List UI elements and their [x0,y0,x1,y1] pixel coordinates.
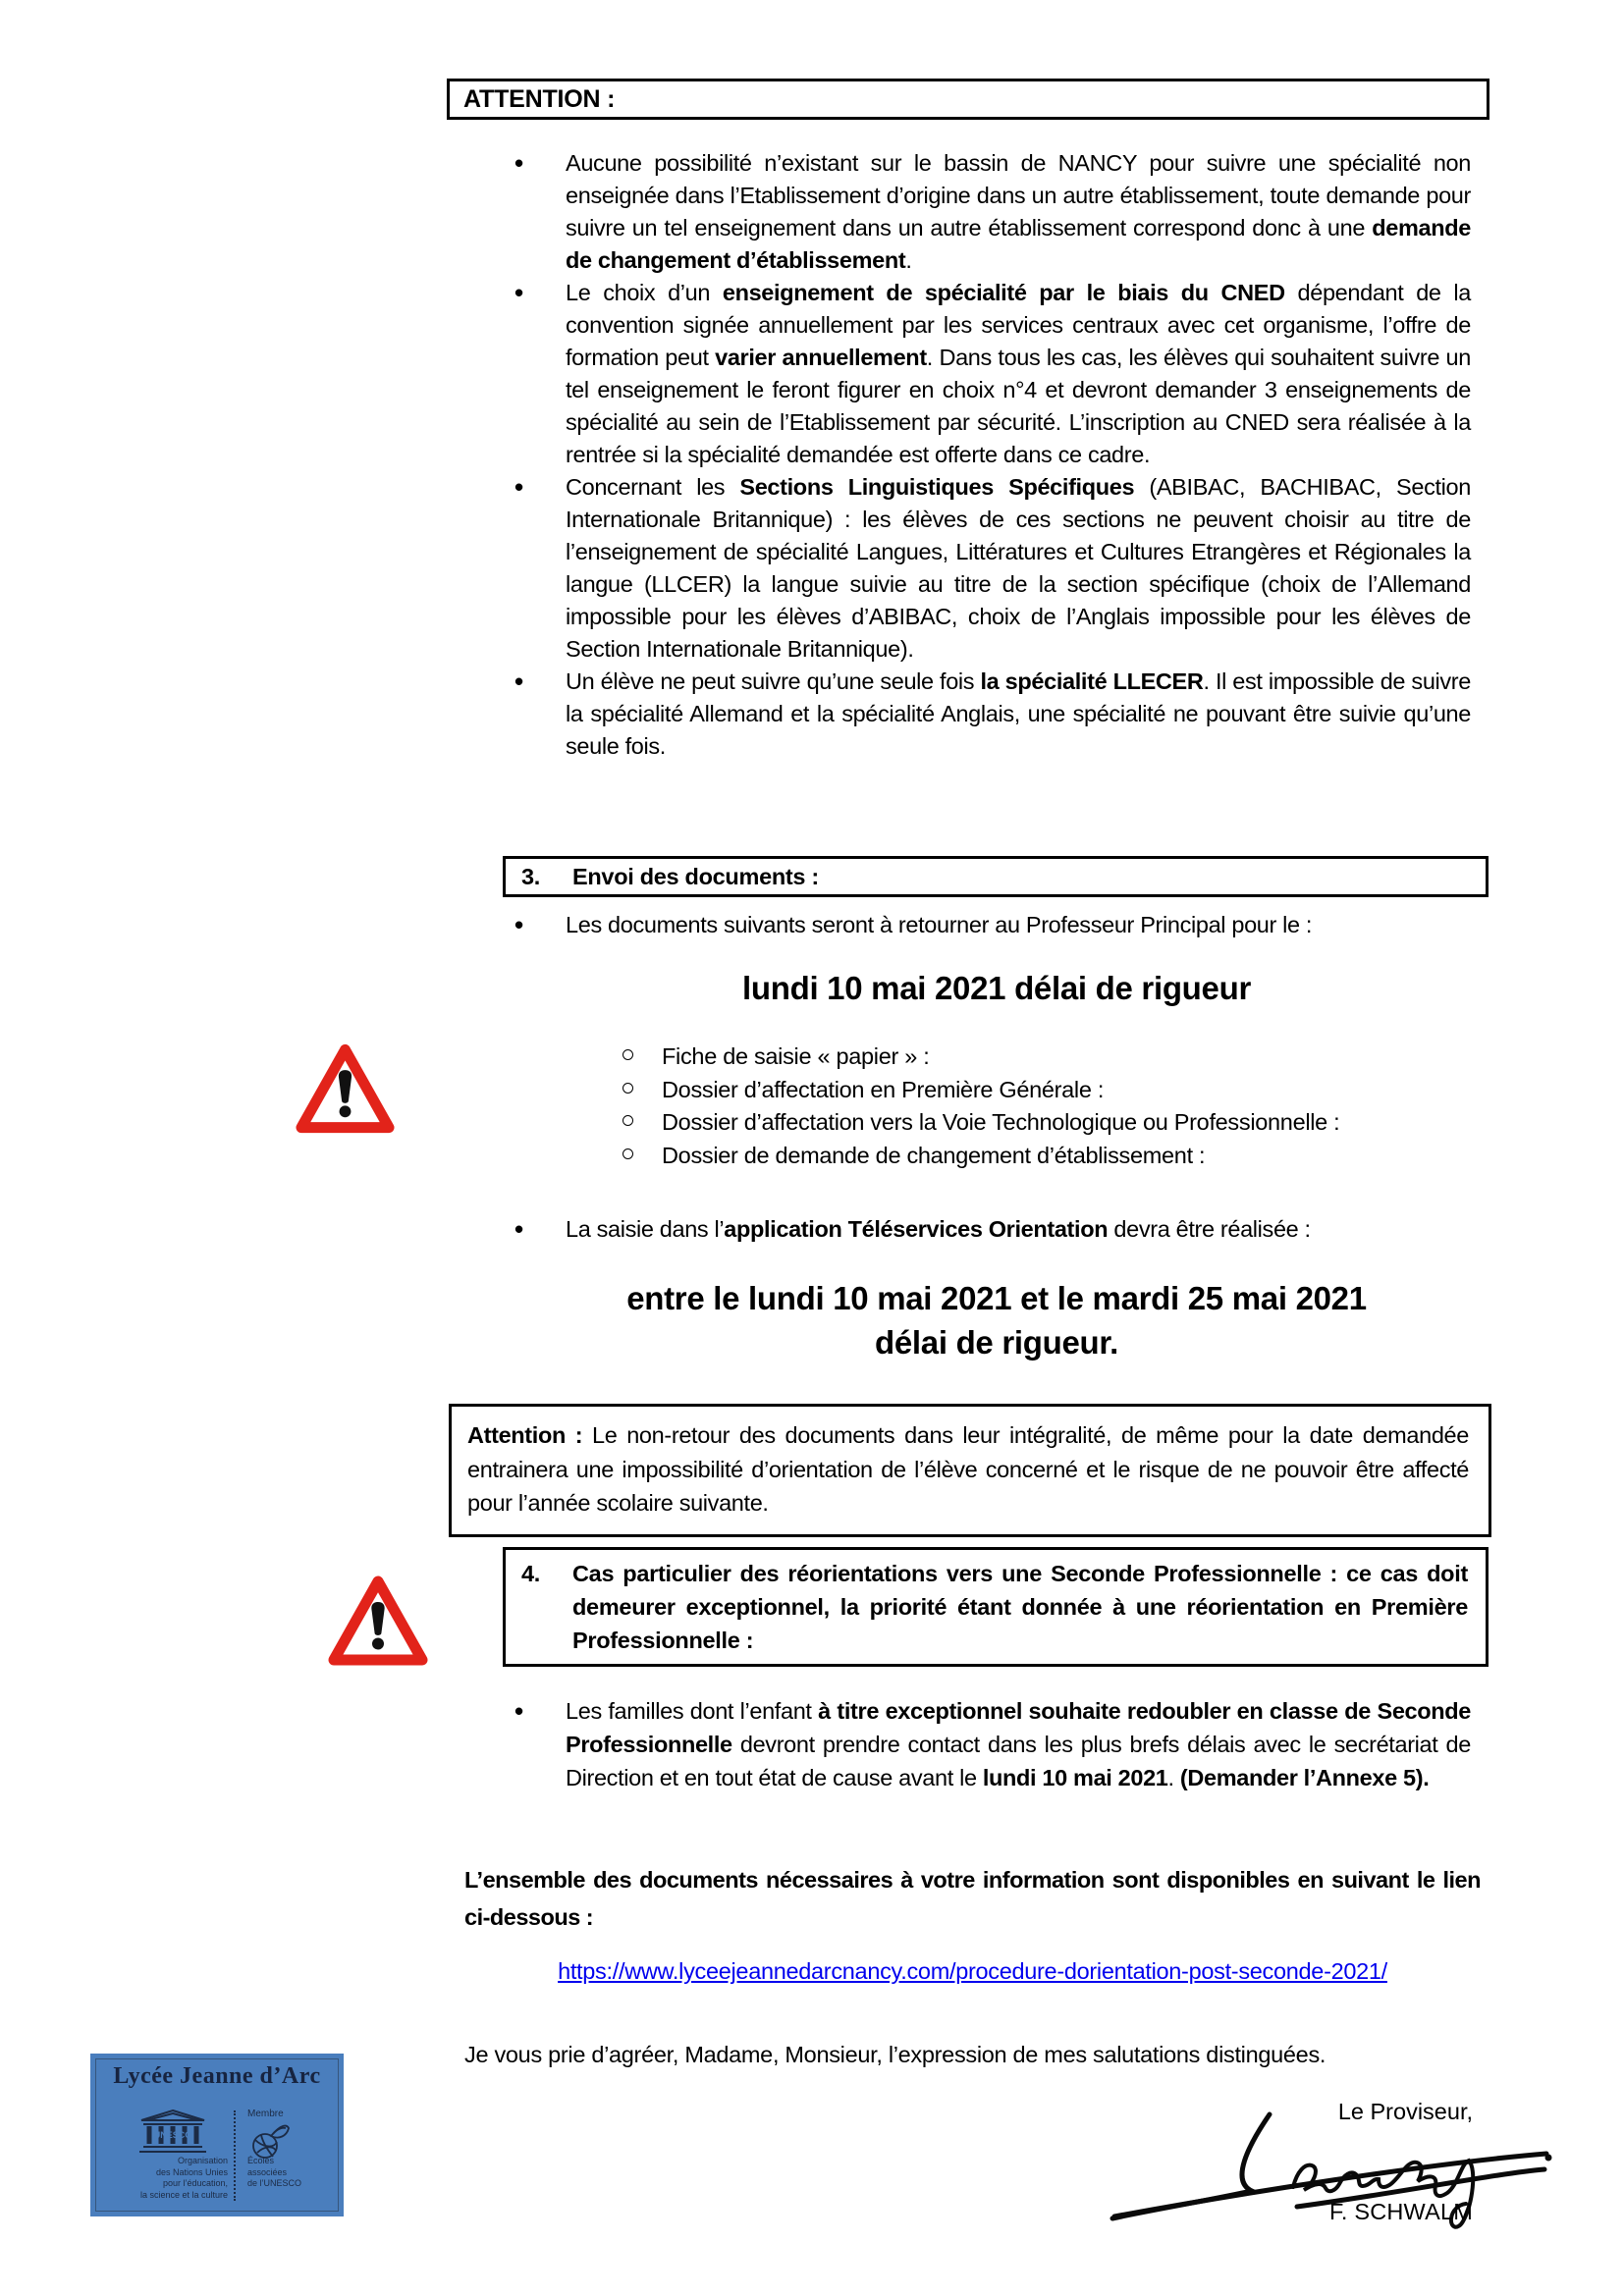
familles-bullet-text: • Les familles dont l’enfant à titre exceptionnel souhaite redoubler en classe de Seconde Professionnelle devront prendre contact dans les plus brefs délais avec le secrétariat de Direction et en tout état de cause avant le lundi 10 mai 2021. (Demander l’Annexe 5). [491,1694,1471,1794]
documents-info-paragraph: L’ensemble des documents nécessaires à votre information sont disponibles en suivant le lien ci-dessous : [464,1867,1481,1930]
link-line [464,1958,1481,1985]
document-type-item: Dossier d’affectation en Première Générale : [621,1074,1504,1107]
logo-text-line: pour l’éducation, [162,2178,228,2188]
section3-header-box [503,856,1489,897]
school-unesco-logo [90,2054,344,2216]
logo-membre-label: Membre [247,2109,284,2119]
signature-name: F. SCHWALM [1328,2199,1473,2224]
closing-sentence: Je vous prie d’agréer, Madame, Monsieur, l’expression de mes salutations distinguées. [464,2042,1326,2067]
documents-bullet [491,909,1471,941]
section4-number: 4. [521,1561,540,1586]
logo-dotted-divider [234,2110,236,2201]
bullet-cned: • Le choix d’un enseignement de spécialité par le biais du CNED dépendant de la convention signée annuellement par les services centraux avec cet organisme, l’offre de formation peut varier annuellement. Dans tous les cas, les élèves qui souhaitent suivre un tel enseignement le feront figurer en choix n°4 et devront demander 3 enseignements de spécialité au sein de l’Etablissement par sécurité. L’inscription au CNED sera réalisée à la rentrée si la spécialité demandée est offerte dans ce cadre. [491,277,1471,471]
warning-triangle-icon [295,1041,396,1136]
section3-number: 3. [521,864,540,889]
associated-schools-leaf-icon [247,2120,291,2160]
section3-title: Envoi des documents : [572,864,819,889]
section4-title: Cas particulier des réorientations vers une Seconde Professionnelle : ce cas doit demeurer exceptionnel, la priorité étant donnée à une réorientation en Première Professionnelle : [572,1561,1468,1653]
bullet-llecer: • Un élève ne peut suivre qu’une seule fois la spécialité LLECER. Il est impossible de suivre la spécialité Allemand et la spécialité Anglais, une spécialité ne pouvant être suivie qu’une seule fois. [491,666,1471,763]
signature-role: Le Proviseur, [1337,2099,1473,2124]
teleservices-bullet-text: • La saisie dans l’application Téléservices Orientation devra être réalisée : [491,1213,1471,1246]
ecoles-associees-text [247,2156,336,2190]
document-type-list [621,1041,1504,1172]
bullet-specialite-non-enseignee: • Aucune possibilité n’existant sur le bassin de NANCY pour suivre une spécialité non enseignée dans l’Etablissement d’origine dans un autre établissement, toute demande pour suivre un tel enseignement dans un autre établissement correspond donc à une demande de changement d’établissement. [491,147,1471,277]
logo-text-line: de l’UNESCO [247,2178,302,2188]
logo-text-line: Organisation [177,2156,228,2165]
logo-text-line: la science et la culture [139,2189,228,2200]
document-type-item: Dossier de demande de changement d’établissement : [621,1140,1504,1173]
school-name: Lycée Jeanne d’Arc [113,2063,321,2089]
unesco-organisation-text [120,2156,228,2201]
unesco-wordmark: UNESCO [153,2130,192,2140]
document-type-item: Fiche de saisie « papier » : [621,1041,1504,1074]
logo-text-line: Écoles [247,2156,275,2165]
teleservices-bullet [491,1213,1471,1246]
documents-bullet-text: • Les documents suivants seront à retourner au Professeur Principal pour le : [491,909,1471,941]
unesco-temple-icon [137,2109,208,2154]
warning-triangle-icon [324,1574,432,1668]
orientation-procedure-link[interactable]: https://www.lyceejeannedarcnancy.com/procedure-dorientation-post-seconde-2021/ [558,1958,1387,1984]
logo-text-line: associées [247,2166,288,2177]
familles-bullet [491,1694,1471,1794]
deadline-10-mai: lundi 10 mai 2021 délai de rigueur [742,970,1251,1006]
deadline-periode [393,1276,1600,1364]
logo-text-line: des Nations Unies [155,2166,228,2177]
bullet-sections-linguistiques: • Concernant les Sections Linguistiques Spécifiques (ABIBAC, BACHIBAC, Section Internationale Britannique) : les élèves de ces sections ne peuvent choisir au titre de l’enseignement de spécialité Langues, Littératures et Cultures Etrangères et Régionales la langue (LLCER) la langue suivie au titre de la section spécifique (choix de l’Allemand impossible pour les élèves d’ABIBAC, choix de l’Anglais impossible pour les élèves de Section Internationale Britannique). [491,471,1471,666]
attention-header-label: ATTENTION : [463,84,616,113]
document-type-item: Dossier d’affectation vers la Voie Technologique ou Professionnelle : [621,1106,1504,1140]
deadline-periode-line2: délai de rigueur. [875,1324,1118,1361]
deadline-periode-line1: entre le lundi 10 mai 2021 et le mardi 25 mai 2021 [626,1280,1367,1316]
intro-bullet-list [491,147,1471,763]
attention-note-box: Attention : Le non-retour des documents dans leur intégralité, de même pour la date demandée entrainera une impossibilité d’orientation de l’élève concerné et le risque de ne pouvoir être affecté pour l’année scolaire suivante. [449,1404,1491,1537]
attention-header-box [447,79,1489,120]
section4-header-box [503,1547,1489,1667]
